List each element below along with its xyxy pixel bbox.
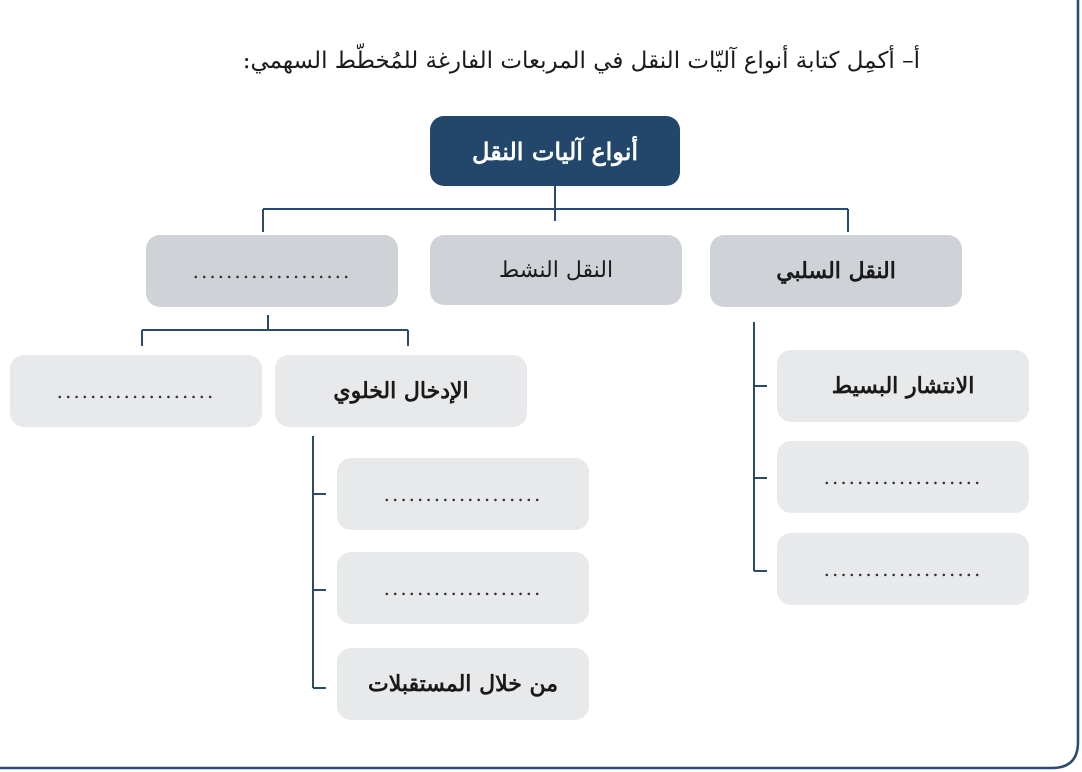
passive-blank-node-2	[777, 533, 1029, 605]
third-blank-dots: ...................	[56, 379, 216, 403]
passive-transport-label: النقل السلبي	[776, 258, 896, 284]
receptor-mediated-label: من خلال المستقبلات	[368, 671, 558, 697]
instruction-text: أ– أكمِل كتابة أنواع آليّات النقل في المربعات الفارغة للمُخطّط السهمي:	[242, 48, 920, 74]
receptor-mediated-node	[337, 648, 589, 720]
active-transport-node	[430, 235, 682, 305]
endocytosis-node	[275, 355, 527, 427]
passive-blank-dots-2: ...................	[823, 557, 983, 581]
passive-blank-dots-1: ...................	[823, 465, 983, 489]
root-node	[430, 116, 680, 186]
endocytosis-blank-dots-1: ...................	[383, 482, 543, 506]
endocytosis-blank-dots-2: ...................	[383, 576, 543, 600]
endocytosis-blank-node-2	[337, 552, 589, 624]
passive-transport-node	[710, 235, 962, 307]
simple-diffusion-node	[777, 350, 1029, 422]
blank-level1-node	[146, 235, 398, 307]
endocytosis-blank-node-1	[337, 458, 589, 530]
root-label: أنواع آليات النقل	[471, 136, 639, 166]
simple-diffusion-label: الانتشار البسيط	[831, 373, 975, 399]
third-blank-node	[10, 355, 262, 427]
active-transport-label: النقل النشط	[498, 257, 614, 283]
passive-blank-node-1	[777, 441, 1029, 513]
endocytosis-label: الإدخال الخلوي	[333, 378, 469, 404]
blank-level1-dots: ...................	[192, 259, 352, 283]
